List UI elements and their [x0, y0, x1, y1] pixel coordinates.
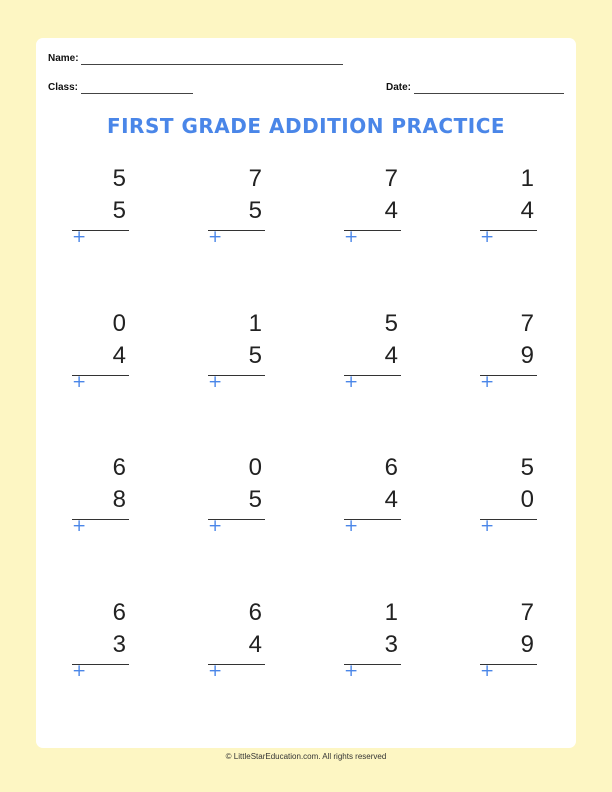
top-addend: 7 [520, 599, 534, 626]
top-addend: 1 [384, 599, 398, 626]
top-addend: 6 [112, 454, 126, 481]
bottom-addend: 4 [520, 197, 534, 224]
class-field[interactable] [81, 93, 193, 94]
top-addend: 0 [112, 310, 126, 337]
top-addend: 6 [248, 599, 262, 626]
page-title: FIRST GRADE ADDITION PRACTICE [106, 114, 506, 138]
plus-icon: + [344, 661, 359, 681]
plus-icon: + [344, 227, 359, 247]
bottom-addend: 4 [384, 342, 398, 369]
bottom-addend: 5 [248, 486, 262, 513]
bottom-addend: 4 [384, 197, 398, 224]
worksheet-sheet [36, 38, 576, 748]
addition-problem [72, 601, 130, 681]
top-addend: 5 [112, 165, 126, 192]
addition-problem [344, 456, 402, 536]
plus-icon: + [72, 372, 87, 392]
bottom-addend: 5 [112, 197, 126, 224]
name-label: Name: [48, 53, 79, 64]
plus-icon: + [208, 372, 223, 392]
top-addend: 1 [248, 310, 262, 337]
plus-icon: + [344, 516, 359, 536]
plus-icon: + [480, 227, 495, 247]
addition-problem [480, 167, 538, 247]
top-addend: 6 [384, 454, 398, 481]
plus-icon: + [480, 372, 495, 392]
bottom-addend: 4 [384, 486, 398, 513]
bottom-addend: 4 [248, 631, 262, 658]
copyright-footer: © LittleStarEducation.com. All rights reserved [225, 752, 387, 761]
bottom-addend: 9 [520, 631, 534, 658]
bottom-addend: 5 [248, 197, 262, 224]
addition-problem [208, 312, 266, 392]
plus-icon: + [208, 661, 223, 681]
date-label: Date: [386, 82, 412, 93]
plus-icon: + [72, 661, 87, 681]
addition-problem [72, 456, 130, 536]
bottom-addend: 3 [112, 631, 126, 658]
plus-icon: + [344, 372, 359, 392]
addition-problem [480, 312, 538, 392]
addition-problem [208, 601, 266, 681]
addition-problem [208, 456, 266, 536]
plus-icon: + [480, 516, 495, 536]
addition-problem [72, 312, 130, 392]
plus-icon: + [72, 227, 87, 247]
bottom-addend: 3 [384, 631, 398, 658]
bottom-addend: 9 [520, 342, 534, 369]
top-addend: 5 [520, 454, 534, 481]
plus-icon: + [208, 227, 223, 247]
bottom-addend: 0 [520, 486, 534, 513]
addition-problem [344, 167, 402, 247]
plus-icon: + [72, 516, 87, 536]
addition-problem [344, 601, 402, 681]
name-field[interactable] [81, 64, 343, 65]
addition-problem [72, 167, 130, 247]
top-addend: 7 [248, 165, 262, 192]
top-addend: 0 [248, 454, 262, 481]
bottom-addend: 5 [248, 342, 262, 369]
addition-problem [208, 167, 266, 247]
top-addend: 5 [384, 310, 398, 337]
addition-problem [480, 456, 538, 536]
plus-icon: + [208, 516, 223, 536]
top-addend: 7 [520, 310, 534, 337]
top-addend: 6 [112, 599, 126, 626]
addition-problem [480, 601, 538, 681]
plus-icon: + [480, 661, 495, 681]
bottom-addend: 8 [112, 486, 126, 513]
class-label: Class: [48, 82, 79, 93]
top-addend: 1 [520, 165, 534, 192]
addition-problem [344, 312, 402, 392]
date-field[interactable] [414, 93, 564, 94]
bottom-addend: 4 [112, 342, 126, 369]
top-addend: 7 [384, 165, 398, 192]
